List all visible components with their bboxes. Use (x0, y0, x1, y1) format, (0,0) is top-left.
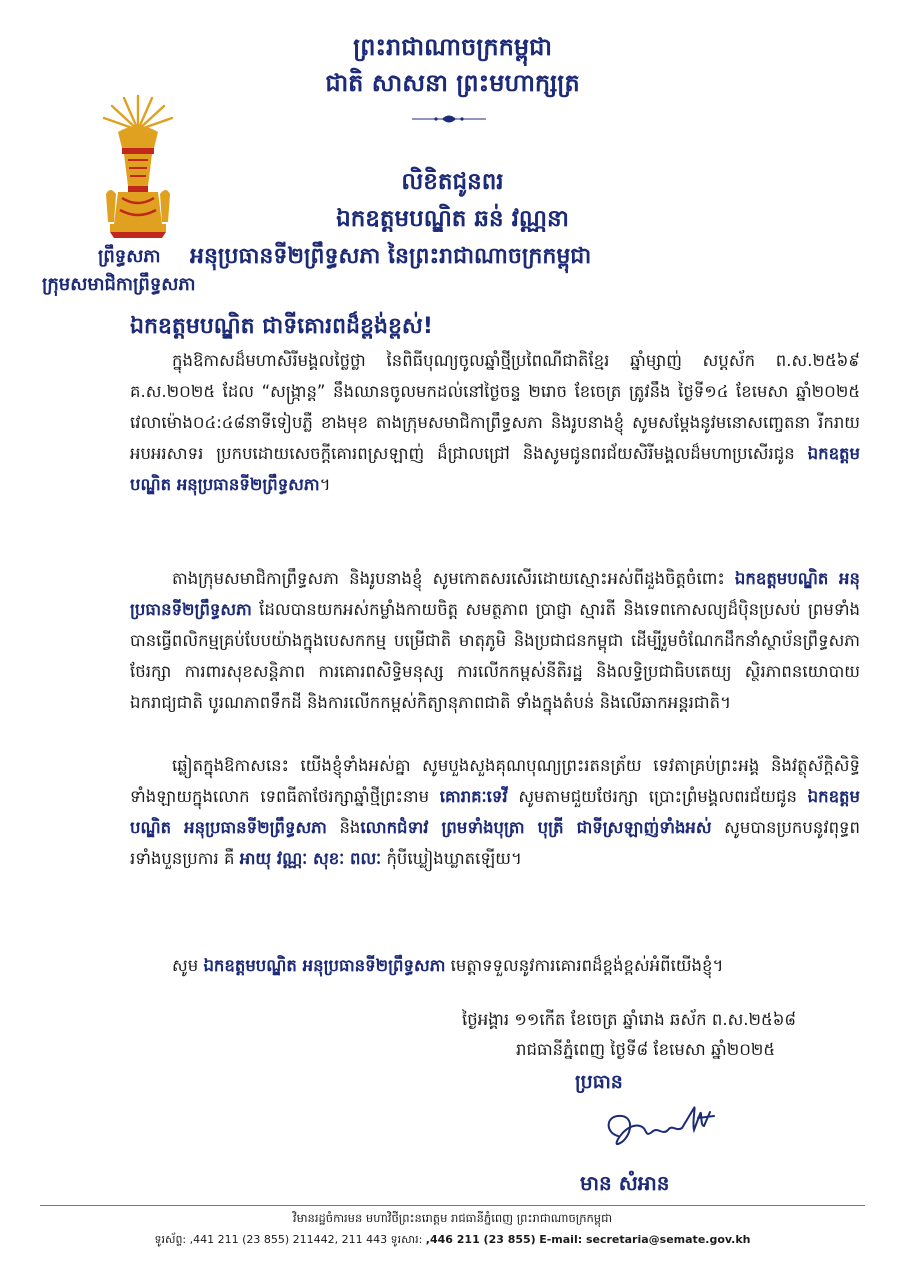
org-name-senate: ព្រឹទ្ធសភា (98, 246, 161, 267)
p4-end: មេត្តាទទួលនូវការគោរពដ៏ខ្ពង់ខ្ពស់អំពីយើងខ្ញុំ។ (450, 956, 724, 975)
p2-start: តាងក្រុមសមាជិកាព្រឹទ្ធសភា និងរូបនាងខ្ញុំ សូមកោតសរសើរដោយស្មោះអស់ពីដួងចិត្តចំពោះ (172, 569, 725, 588)
p1-end: ។ (319, 475, 331, 494)
footer-fax: ,446 211 (23 855) (425, 1233, 536, 1246)
signer-title: ប្រធាន (575, 1071, 623, 1093)
org-name-women-members: ក្រុមសមាជិកាព្រឹទ្ធសភា (42, 274, 196, 295)
p3-mid-3: សូមបានប្រកបនូវពុទ្ធពរទាំងបួនប្រការ គឺ (130, 818, 860, 868)
recipient-title: អនុប្រធានទី២ព្រឹទ្ធសភា នៃព្រះរាជាណាចក្រកម្ពុជា (190, 244, 592, 269)
footer-divider (40, 1205, 865, 1206)
p3-bold-family: លោកជំទាវ ព្រមទាំងបុត្រា បុត្រី ជាទីស្រឡាញ់ទាំងអស់ (360, 818, 712, 837)
p3-mid-2: និង (339, 818, 361, 837)
body-paragraph-2 (130, 563, 860, 718)
p4-start: សូម (172, 956, 199, 975)
body-paragraph-1 (130, 345, 860, 500)
recipient-name: ឯកឧត្តមបណ្ឌិត ឆន់ វណ្ណនា (336, 206, 569, 232)
footer-address: វិមានរដ្ឋចំការមន មហាវិថីព្រះនរោត្តម រាជធានីភ្នំពេញ ព្រះរាជាណាចក្រកម្ពុជា (292, 1211, 613, 1225)
document-type-heading: លិខិតជូនពរ (401, 169, 504, 195)
p2-bold: ឯកឧត្តមបណ្ឌិត អនុប្រធានទី២ព្រឹទ្ធសភា (130, 569, 861, 619)
p3-mid-1: សូមតាមជួយថែរក្សា ប្រោះព្រំមង្គលពរជ័យជូន (518, 787, 797, 806)
body-paragraph-4 (130, 950, 860, 981)
footer-email: E-mail: secretaria@semate.gov.kh (539, 1233, 751, 1246)
date-lunar: ថ្ងៃអង្គារ ១១កើត ខែចេត្រ ឆ្នាំរោង ឆស័ក ព.ស.២៥៦៨ (462, 1010, 797, 1029)
salutation: ឯកឧត្តមបណ្ឌិត ជាទីគោរពដ៏ខ្ពង់ខ្ពស់! (130, 314, 433, 339)
p3-bold-blessings: អាយុ វណ្ណៈ សុខៈ ពលៈ (239, 849, 382, 868)
p3-bold-recipient: ឯកឧត្តមបណ្ឌិត អនុប្រធានទី២ព្រឹទ្ធសភា (130, 787, 861, 837)
signer-name: មាន សំអាន (580, 1171, 670, 1195)
p1-text: ក្នុងឱកាសដ៏មហាសិរីមង្គលថ្លៃថ្លា នៃពិធីបុណ្យចូលឆ្នាំថ្មីប្រពៃណីជាតិខ្មែរ ឆ្នាំម្សាញ់ សប្តស័ក ព.ស.២៥៦៩ គ.ស.២០២៥ ដែល “សង្ក្រាន្ត” នឹងឈានចូលមកដល់នៅថ្ងៃចន្ទ ២រោច ខែចេត្រ ត្រូវនឹង ថ្ងៃទី១៤ ខែមេសា ឆ្នាំ២០២៥ វេលាម៉ោង០៤:៤៨នាទីទៀបភ្លឺ ខាងមុខ តាងក្រុមសមាជិកាព្រឹទ្ធសភា និងរូបនាងខ្ញុំ សូមសម្តែងនូវមនោសញ្ចេតនា រីករាយអបអរសាទរ ប្រកបដោយសេចក្តីគោរពស្រឡាញ់ ដ៏ជ្រាលជ្រៅ និងសូមជូនពរជ័យសិរីមង្គលដ៏មហាប្រសើរជូន (130, 351, 860, 463)
national-motto: ជាតិ សាសនា ព្រះមហាក្សត្រ (325, 69, 580, 97)
footer-phone: ទូរស័ព្ទ: ,441 211 (23 855) 211442, 211 443 ទូរសារ: (154, 1233, 423, 1246)
p2-rest: ដែលបានយកអស់កម្លាំងកាយចិត្ត សមត្ថភាព ប្រាជ្ញា ស្មារតី និងទេពកោសល្យដ៏ប៉ិនប្រសប់ ព្រមទាំងបានធ្វើពលិកម្មគ្រប់បែបយ៉ាងក្នុងបេសកកម្ម បម្រើជាតិ មាតុភូមិ និងប្រជាជនកម្ពុជា ដើម្បីរួមចំណែកដឹកនាំស្ថាប័នព្រឹទ្ធសភា ថែរក្សា ការពារសុខសន្តិភាព ការគោរពសិទ្ធិមនុស្ស ការលើកកម្ពស់នីតិរដ្ឋ និងលទ្ធិប្រជាធិបតេយ្យ ស្ថិរភាពនយោបាយ ឯករាជ្យជាតិ បូរណភាពទឹកដី និងការលើកកម្ពស់កិត្យានុភាពជាតិ ទាំងក្នុងតំបន់ និងលើឆាកអន្តរជាតិ។ (130, 600, 861, 712)
footer-contact (0, 1233, 905, 1249)
p3-start: ឆ្លៀតក្នុងឱកាសនេះ យើងខ្ញុំទាំងអស់គ្នា សូមបួងសួងគុណបុណ្យព្រះរតនត្រ័យ ទេវតាគ្រប់ព្រះអង្គ និងវត្ថុស័ក្តិសិទ្ធិទាំងឡាយក្នុងលោក ទេពធីតាថែរក្សាឆ្នាំថ្មីព្រះនាម (130, 756, 860, 806)
date-solar: រាជធានីភ្នំពេញ ថ្ងៃទី៨ ខែមេសា ឆ្នាំ២០២៥ (516, 1040, 776, 1059)
p3-end: កុំបីឃ្លៀងឃ្លាតឡើយ។ (386, 849, 522, 868)
p4-bold: ឯកឧត្តមបណ្ឌិត អនុប្រធានទី២ព្រឹទ្ធសភា (203, 956, 446, 975)
p3-bold-deity: គោរាគៈទេវី (439, 787, 508, 806)
kingdom-heading: ព្រះរាជាណាចក្រកម្ពុជា (353, 33, 552, 61)
p1-bold: ឯកឧត្តមបណ្ឌិត អនុប្រធានទី២ព្រឹទ្ធសភា (130, 444, 860, 494)
ornamental-divider-icon (412, 112, 486, 126)
body-paragraph-3 (130, 750, 860, 874)
signature-icon (596, 1092, 726, 1162)
